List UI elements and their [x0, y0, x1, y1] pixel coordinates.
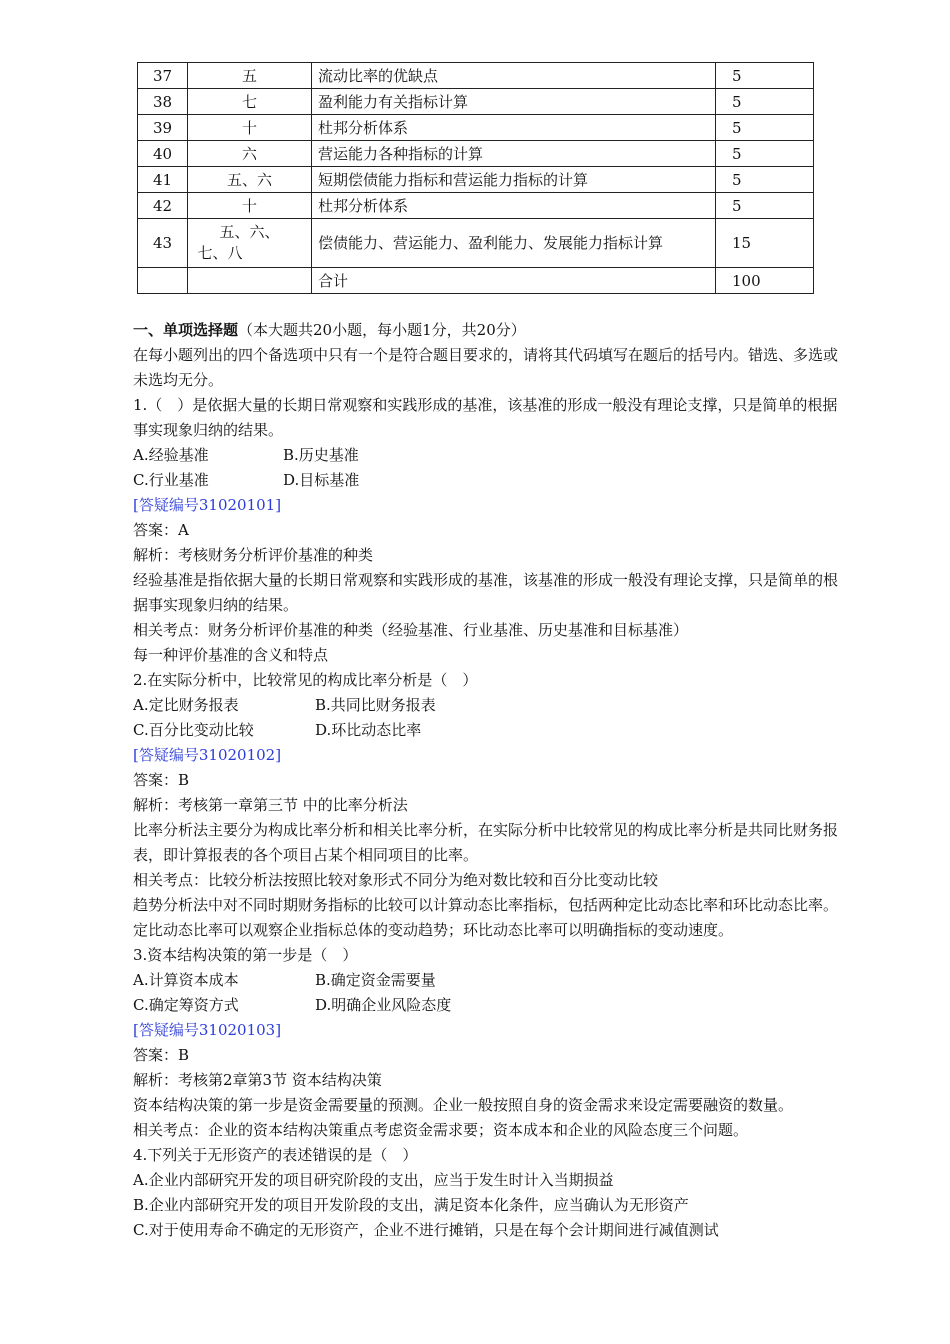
option-c: C.对于使用寿命不确定的无形资产，企业不进行摊销，只是在每个会计期间进行减值测试: [133, 1221, 719, 1239]
table-row: [138, 193, 814, 219]
option-a: A.计算资本成本: [133, 971, 239, 989]
table-row: [138, 141, 814, 167]
row-number: 39: [138, 115, 188, 141]
option-row: [101, 968, 851, 993]
option-b: B.确定资金需要量: [315, 971, 436, 989]
row-number: 40: [138, 141, 188, 167]
qa-reference-link[interactable]: [答疑编号31020101]: [133, 496, 282, 514]
score-table: [137, 62, 814, 294]
related-points: 相关考点：财务分析评价基准的种类（经验基准、行业基准、历史基准和目标基准）: [133, 621, 689, 639]
option-a: A.定比财务报表: [133, 696, 239, 714]
row-topic: 流动比率的优缺点: [312, 63, 716, 89]
row-number: 43: [138, 219, 188, 268]
option-row: [101, 718, 851, 743]
analysis: 解析：考核第一章第三节 中的比率分析法: [133, 796, 408, 814]
total-label: 合计: [312, 268, 716, 294]
table-row: [138, 89, 814, 115]
row-score: 5: [716, 115, 814, 141]
section-note: （本大题共20小题，每小题1分，共20分）: [238, 321, 526, 339]
row-chapter: 十: [188, 115, 312, 141]
qa-reference-link[interactable]: [答疑编号31020102]: [133, 746, 282, 764]
row-score: 5: [716, 89, 814, 115]
row-number: 41: [138, 167, 188, 193]
answer: 答案：B: [133, 771, 190, 789]
chapter-line-2: 七、八: [197, 244, 243, 262]
option-c: C.百分比变动比较: [133, 721, 254, 739]
related-points: 相关考点：比较分析法按照比较对象形式不同分为绝对数比较和百分比变动比较: [133, 871, 659, 889]
table-total-row: [138, 268, 814, 294]
row-chapter: 五、六: [188, 167, 312, 193]
option-d: D.目标基准: [283, 471, 360, 489]
row-topic: 杜邦分析体系: [312, 115, 716, 141]
row-score: 5: [716, 167, 814, 193]
row-chapter: 十: [188, 193, 312, 219]
option-c: C.行业基准: [133, 471, 209, 489]
chapter-line-1: 五、六、: [219, 223, 280, 241]
row-score: 5: [716, 63, 814, 89]
row-number: 37: [138, 63, 188, 89]
table-row: [138, 115, 814, 141]
total-score: 100: [716, 268, 814, 294]
option-d: D.环比动态比率: [315, 721, 422, 739]
row-score: 5: [716, 193, 814, 219]
section-instruction: 在每小题列出的四个备选项中只有一个是符合题目要求的，请将其代码填写在题后的括号内。错选、多选或未选均无分。: [133, 346, 839, 389]
section-heading: [101, 318, 851, 343]
option-c: C.确定筹资方式: [133, 996, 239, 1014]
document-body: [101, 318, 851, 1243]
row-topic: 偿债能力、营运能力、盈利能力、发展能力指标计算: [312, 219, 716, 268]
question-stem: 4.下列关于无形资产的表述错误的是（ ）: [133, 1146, 418, 1164]
answer: 答案：A: [133, 521, 189, 539]
option-a: A.经验基准: [133, 446, 209, 464]
analysis-detail: 资本结构决策的第一步是资金需要量的预测。企业一般按照自身的资金需求来设定需要融资的数量。: [133, 1096, 794, 1114]
option-row: [101, 993, 851, 1018]
analysis-detail: 经验基准是指依据大量的长期日常观察和实践形成的基准，该基准的形成一般没有理论支撑，只是简单的根据事实现象归纳的结果。: [133, 571, 839, 614]
row-topic: 杜邦分析体系: [312, 193, 716, 219]
table-row: [138, 219, 814, 268]
row-chapter: 七: [188, 89, 312, 115]
row-chapter: 五: [188, 63, 312, 89]
option-row: [101, 693, 851, 718]
row-number: [138, 268, 188, 294]
related-points: 相关考点：企业的资本结构决策重点考虑资金需求要；资本成本和企业的风险态度三个问题。: [133, 1121, 749, 1139]
row-chapter: [188, 268, 312, 294]
option-d: D.明确企业风险态度: [315, 996, 452, 1014]
table-row: [138, 63, 814, 89]
row-score: 5: [716, 141, 814, 167]
answer: 答案：B: [133, 1046, 190, 1064]
section-title: 一、单项选择题: [133, 321, 239, 339]
option-a: A.企业内部研究开发的项目研究阶段的支出，应当于发生时计入当期损益: [133, 1171, 614, 1189]
row-score: 15: [716, 219, 814, 268]
option-b: B.共同比财务报表: [315, 696, 436, 714]
analysis: 解析：考核第2章第3节 资本结构决策: [133, 1071, 382, 1089]
analysis: 解析：考核财务分析评价基准的种类: [133, 546, 374, 564]
row-chapter: 六: [188, 141, 312, 167]
row-number: 42: [138, 193, 188, 219]
option-row: [101, 443, 851, 468]
row-number: 38: [138, 89, 188, 115]
row-chapter: [188, 219, 312, 268]
row-topic: 盈利能力有关指标计算: [312, 89, 716, 115]
option-row: [101, 468, 851, 493]
table-row: [138, 167, 814, 193]
analysis-detail: 比率分析法主要分为构成比率分析和相关比率分析，在实际分析中比较常见的构成比率分析是共同比财务报表，即计算报表的各个项目占某个相同项目的比率。: [133, 821, 839, 864]
question-stem: 1.（ ）是依据大量的长期日常观察和实践形成的基准，该基准的形成一般没有理论支撑，只是简单的根据事实现象归纳的结果。: [133, 396, 838, 439]
row-topic: 营运能力各种指标的计算: [312, 141, 716, 167]
related-points-detail: 趋势分析法中对不同时期财务指标的比较可以计算动态比率指标，包括两种定比动态比率和环比动态比率。定比动态比率可以观察企业指标总体的变动趋势；环比动态比率可以明确指标的变动速度。: [133, 896, 839, 939]
related-points-detail: 每一种评价基准的含义和特点: [133, 646, 329, 664]
row-topic: 短期偿债能力指标和营运能力指标的计算: [312, 167, 716, 193]
question-stem: 2.在实际分析中，比较常见的构成比率分析是（ ）: [133, 671, 478, 689]
option-b: B.企业内部研究开发的项目开发阶段的支出，满足资本化条件，应当确认为无形资产: [133, 1196, 689, 1214]
question-stem: 3.资本结构决策的第一步是（ ）: [133, 946, 358, 964]
qa-reference-link[interactable]: [答疑编号31020103]: [133, 1021, 282, 1039]
option-b: B.历史基准: [283, 446, 359, 464]
